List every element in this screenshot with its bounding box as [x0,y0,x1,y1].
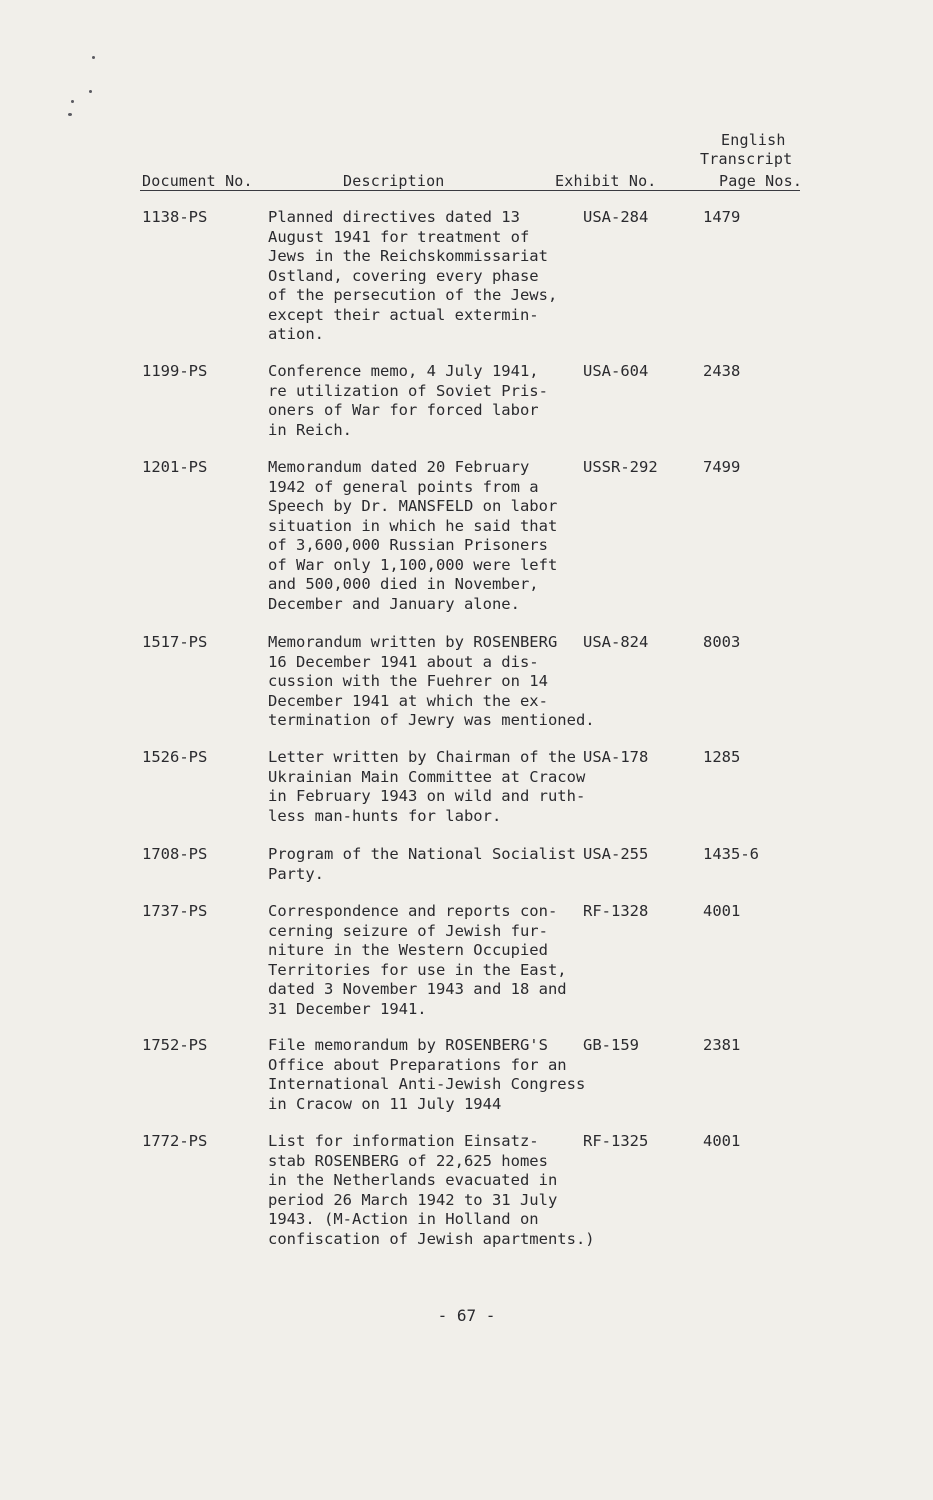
transcript-page: 8003 [703,633,741,651]
exhibit-number: USSR-292 [583,458,658,476]
description [268,845,608,884]
description-line: Speech by Dr. MANSFELD on labor [268,497,558,515]
description [268,362,608,440]
exhibit-number: RF-1328 [583,902,649,920]
description-line: Letter written by Chairman of the [268,748,576,766]
page-number: - 67 - [437,1306,496,1325]
transcript-page: 4001 [703,902,741,920]
description-line: Conference memo, 4 July 1941, [268,362,539,380]
description-line: period 26 March 1942 to 31 July [268,1190,558,1209]
description-line: of the persecution of the Jews, [268,286,558,304]
exhibit-number: RF-1325 [583,1132,649,1150]
description-line: Memorandum written by ROSENBERG [268,633,558,651]
description-line: oners of War for forced labor [268,401,539,419]
description-line: termination of Jewry was mentioned. [268,711,595,729]
document-number: 1199-PS [142,362,208,380]
scan-speck [89,90,92,93]
document-number: 1772-PS [142,1132,208,1150]
description-line: 1942 of general points from a [268,477,539,496]
transcript-page: 1479 [703,208,741,226]
document-number: 1201-PS [142,458,208,476]
description-line: stab ROSENBERG of 22,625 homes [268,1151,548,1170]
description-line: Ukrainian Main Committee at Cracow [268,767,586,786]
header-english: English [721,131,786,149]
description [268,748,608,826]
header-exhibit-no: Exhibit No. [555,172,657,190]
description-line: re utilization of Soviet Pris- [268,381,548,400]
description-line: except their actual extermin- [268,305,539,324]
description-line: December and January alone. [268,594,520,613]
transcript-page: 2438 [703,362,741,380]
description-line: Memorandum dated 20 February [268,458,530,476]
header-description: Description [343,172,445,190]
scan-speck [68,113,72,116]
transcript-page: 4001 [703,1132,741,1150]
description [268,1132,608,1249]
description-line: and 500,000 died in November, [268,575,539,593]
exhibit-number: GB-159 [583,1036,639,1054]
transcript-page: 1285 [703,748,741,766]
description-line: confiscation of Jewish apartments.) [268,1229,595,1248]
document-number: 1517-PS [142,633,208,651]
description [268,208,608,345]
description-line: 16 December 1941 about a dis- [268,652,539,671]
description-line: December 1941 at which the ex- [268,691,548,710]
description-line: 1943. (M-Action in Holland on [268,1210,539,1228]
description-line: situation in which he said that [268,516,558,535]
document-number: 1752-PS [142,1036,208,1054]
description-line: August 1941 for treatment of [268,227,530,246]
exhibit-number: USA-604 [583,362,649,380]
document-number: 1526-PS [142,748,208,766]
description-line: ation. [268,325,324,343]
description [268,1036,608,1114]
exhibit-number: USA-284 [583,208,649,226]
transcript-page: 2381 [703,1036,741,1054]
transcript-page: 1435-6 [703,845,759,863]
description-line: cerning seizure of Jewish fur- [268,921,548,940]
scan-speck [71,100,74,103]
description [268,458,608,614]
description-line: dated 3 November 1943 and 18 and [268,980,567,998]
description-line: International Anti-Jewish Congress [268,1075,586,1093]
exhibit-number: USA-255 [583,845,649,863]
description-line: less man-hunts for labor. [268,806,502,825]
header-page-nos: Page Nos. [719,172,803,190]
description-line: in the Netherlands evacuated in [268,1171,558,1189]
description-line: List for information Einsatz- [268,1132,539,1150]
transcript-page: 7499 [703,458,741,476]
description-line: File memorandum by ROSENBERG'S [268,1036,548,1054]
description [268,633,608,731]
description-line: in Reich. [268,420,352,439]
description-line: Ostland, covering every phase [268,266,539,285]
description-line: Jews in the Reichskommissariat [268,247,548,265]
header-transcript: Transcript [700,150,793,168]
document-number: 1138-PS [142,208,208,226]
description-line: 31 December 1941. [268,999,427,1018]
description-line: of 3,600,000 Russian Prisoners [268,536,548,554]
description-line: of War only 1,100,000 were left [268,555,558,574]
description-line: Party. [268,864,324,883]
description-line: cussion with the Fuehrer on 14 [268,672,548,690]
description-line: Office about Preparations for an [268,1055,567,1074]
description-line: in February 1943 on wild and ruth- [268,787,586,805]
description-line: Program of the National Socialist [268,845,576,863]
header-rule [140,190,800,191]
document-number: 1737-PS [142,902,208,920]
description [268,902,608,1019]
description-line: in Cracow on 11 July 1944 [268,1094,502,1113]
document-number: 1708-PS [142,845,208,863]
description-line: Planned directives dated 13 [268,208,520,226]
header-document-no: Document No. [142,172,253,190]
description-line: Correspondence and reports con- [268,902,558,920]
scan-speck [92,56,95,59]
description-line: Territories for use in the East, [268,960,567,979]
exhibit-number: USA-824 [583,633,649,651]
exhibit-number: USA-178 [583,748,649,766]
description-line: niture in the Western Occupied [268,941,548,959]
